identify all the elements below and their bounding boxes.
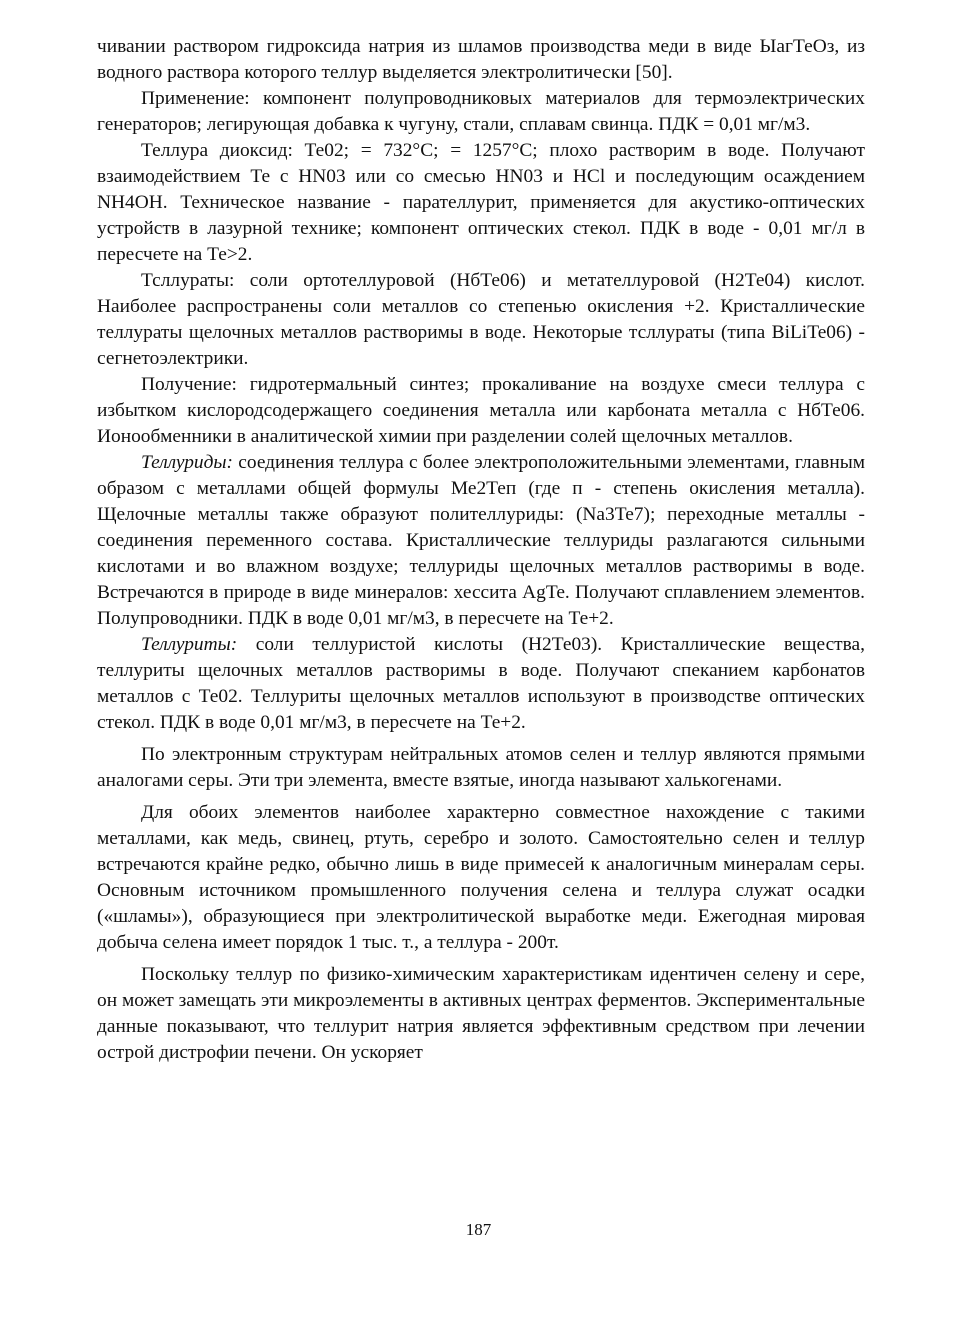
paragraph-4: Тсллураты: соли ортотеллуровой (НбТе06) и метателлуровой (Н2Те04) кислот. Наиболее распространены соли металлов со степенью окисления +2. Кристаллические теллураты щелочных металлов растворимы в воде. Некоторые тсллураты (типа BiLiTe06) - сегнетоэлектрики. [97, 270, 865, 369]
paragraph-9: Для обоих элементов наиболее характерно совместное нахождение с такими металлами, как медь, свинец, ртуть, серебро и золото. Самостоятельно селен и теллур встречаются крайне редко, обычно лишь в виде примесей к аналогичным минералам серы. Основным источником промышленного получения селена и теллура служат осадки («шламы»), образующиеся при электролитической выработке меди. Ежегодная мировая добыча селена имеет порядок 1 тыс. т., а теллура - 200т. [97, 802, 865, 953]
paragraph-tellurides: Теллуриды: соединения теллура с более электроположительными элементами, главным образом с металлами общей формулы Ме2Теп (где п - степень окисления металла). Щелочные металлы также образуют полителлуриды: (Na3Te7); переходные металлы - соединения переменного состава. Кристаллические теллуриды разлагаются сильными кислотами и во влажном воздухе; теллуриды щелочных металлов растворимы в воде. Встречаются в природе в виде минералов: хессита AgTe. Получают сплавлением элементов. Полупроводники. ПДК в воде 0,01 мг/м3, в пересчете на Те+2. [97, 452, 865, 629]
paragraph-8: По электронным структурам нейтральных атомов селен и теллур являются прямыми аналогами серы. Эти три элемента, вместе взятые, иногда называют халькогенами. [97, 744, 865, 791]
paragraph-1: чивании раствором гидроксида натрия из шламов производства меди в виде ЫагТеОз, из водного раствора которого теллур выделяется электролитически [50]. [97, 36, 865, 83]
paragraph-10: Поскольку теллур по физико-химическим характеристикам идентичен селену и сере, он может замещать эти микроэлементы в активных центрах ферментов. Экспериментальные данные показывают, что теллурит натрия является эффективным средством при лечении острой дистрофии печени. Он ускоряет [97, 964, 865, 1063]
paragraph-tellurites: Теллуриты: соли теллуристой кислоты (Н2Те03). Кристаллические вещества, теллуриты щелочных металлов растворимы в воде. Получают спеканием карбонатов металлов с Те02. Теллуриты щелочных металлов используют в производстве оптических стекол. ПДК в воде 0,01 мг/м3, в пересчете на Те+2. [97, 634, 865, 733]
paragraph-5: Получение: гидротермальный синтез; прокаливание на воздухе смеси теллура с избытком кислородсодержащего соединения металла или карбоната металла с НбТе06. Ионообменники в аналитической химии при разделении солей щелочных металлов. [97, 374, 865, 447]
term-tellurides: Теллуриды: [141, 452, 234, 473]
term-tellurites: Теллуриты: [141, 634, 238, 655]
paragraph-2: Применение: компонент полупроводниковых материалов для термоэлектрических генераторов; легирующая добавка к чугуну, стали, сплавам свинца. ПДК = 0,01 мг/м3. [97, 88, 865, 135]
page-number: 187 [465, 1220, 492, 1239]
paragraph-3: Теллура диоксид: Те02; = 732°С; = 1257°С; плохо растворим в воде. Получают взаимодействием Те с HN03 или со смесью HN03 и НСl и последующим осаждением NH4OH. Техническое название - парателлурит, применяется для акустико-оптических устройств в лазурной технике; компонент оптических стекол. ПДК в воде - 0,01 мг/л в пересчете на Те>2. [97, 140, 865, 265]
page-body [97, 34, 865, 1066]
